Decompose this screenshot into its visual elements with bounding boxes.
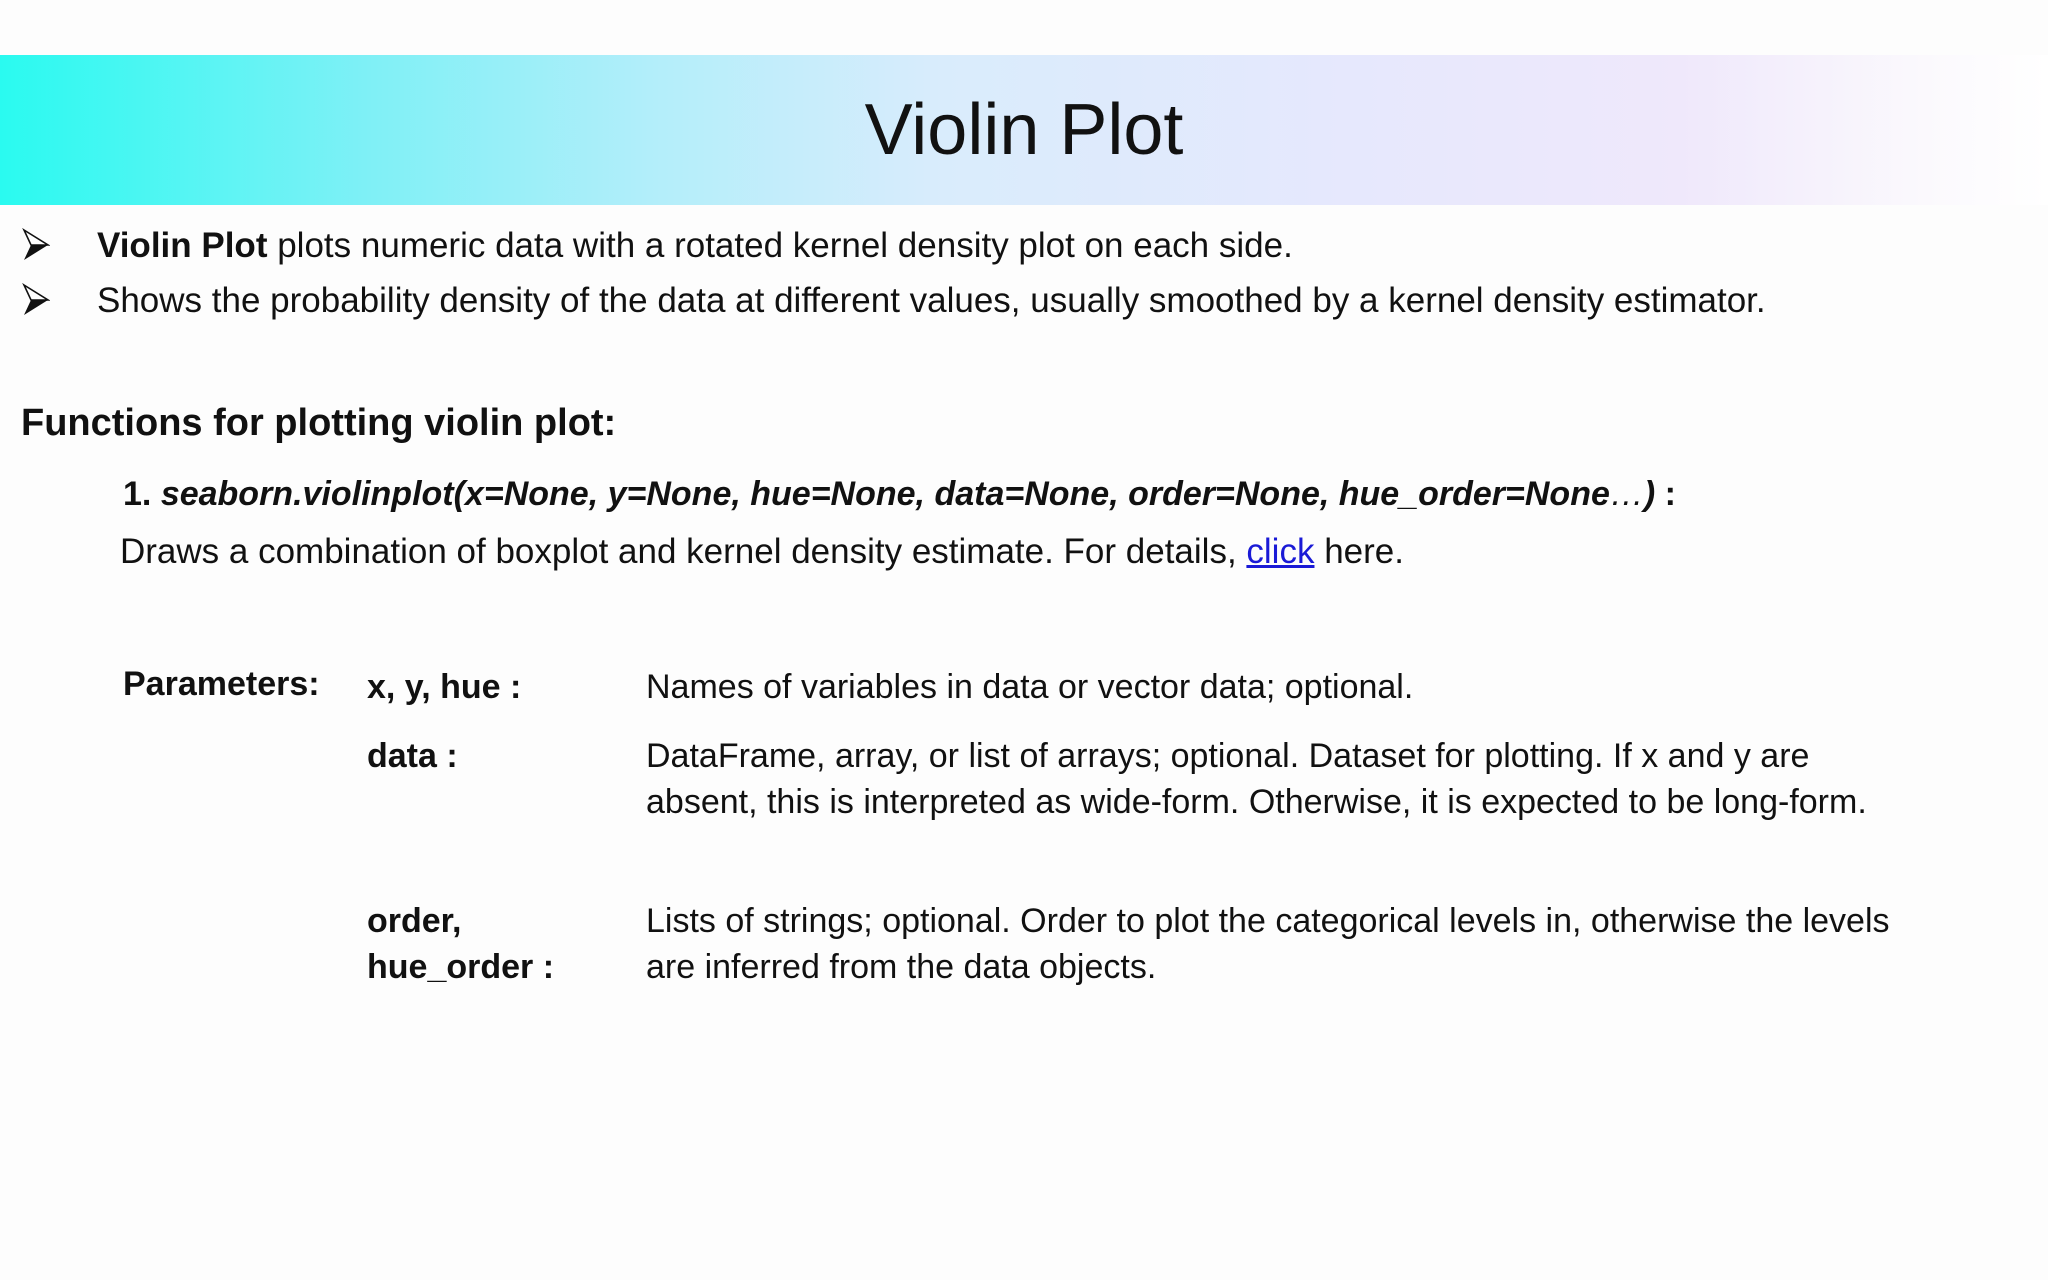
function-signature-code: seaborn.violinplot(x=None, y=None, hue=None, data=None, order=None, hue_order=None (160, 475, 1610, 513)
function-number: 1. (123, 475, 152, 513)
function-description-prefix: Draws a combination of boxplot and kernel density estimate. For details, (120, 532, 1247, 571)
param-name (367, 898, 554, 990)
section-heading: Functions for plotting violin plot: (21, 402, 617, 444)
param-name-line: order, (367, 902, 462, 940)
arrowhead-bullet-icon (22, 283, 50, 317)
bullet-item (22, 222, 2022, 277)
bullet-text (97, 222, 1293, 270)
function-description-suffix: here. (1314, 532, 1404, 571)
bullet-text (97, 277, 1766, 325)
function-colon: : (1655, 475, 1676, 513)
function-close-paren: ) (1643, 475, 1656, 513)
param-description: Names of variables in data or vector data; optional. (646, 668, 1414, 706)
parameters-label: Parameters: (123, 665, 320, 703)
slide-title: Violin Plot (864, 90, 1184, 170)
param-description: Lists of strings; optional. Order to plot the categorical levels in, otherwise the levels are inferred from the data objects. (646, 902, 1890, 986)
param-name: data : (367, 737, 458, 775)
arrowhead-bullet-icon (22, 228, 50, 262)
param-name-line: hue_order : (367, 948, 555, 986)
function-signature (123, 475, 1676, 514)
bullet-list (22, 222, 2022, 332)
bullet-item (22, 277, 2022, 332)
bullet-body: plots numeric data with a rotated kernel density plot on each side. (267, 226, 1293, 265)
docs-link[interactable]: click (1246, 532, 1315, 571)
param-name: x, y, hue : (367, 668, 522, 706)
bullet-body: Shows the probability density of the data at different values, usually smoothed by a kernel density estimator. (97, 281, 1766, 320)
function-description (120, 532, 1404, 572)
function-ellipsis: … (1609, 475, 1644, 513)
param-description: DataFrame, array, or list of arrays; optional. Dataset for plotting. If x and y are absent, this is interpreted as wide-form. Otherwise, it is expected to be long-form. (646, 737, 1867, 821)
bullet-bold-term: Violin Plot (97, 226, 268, 265)
